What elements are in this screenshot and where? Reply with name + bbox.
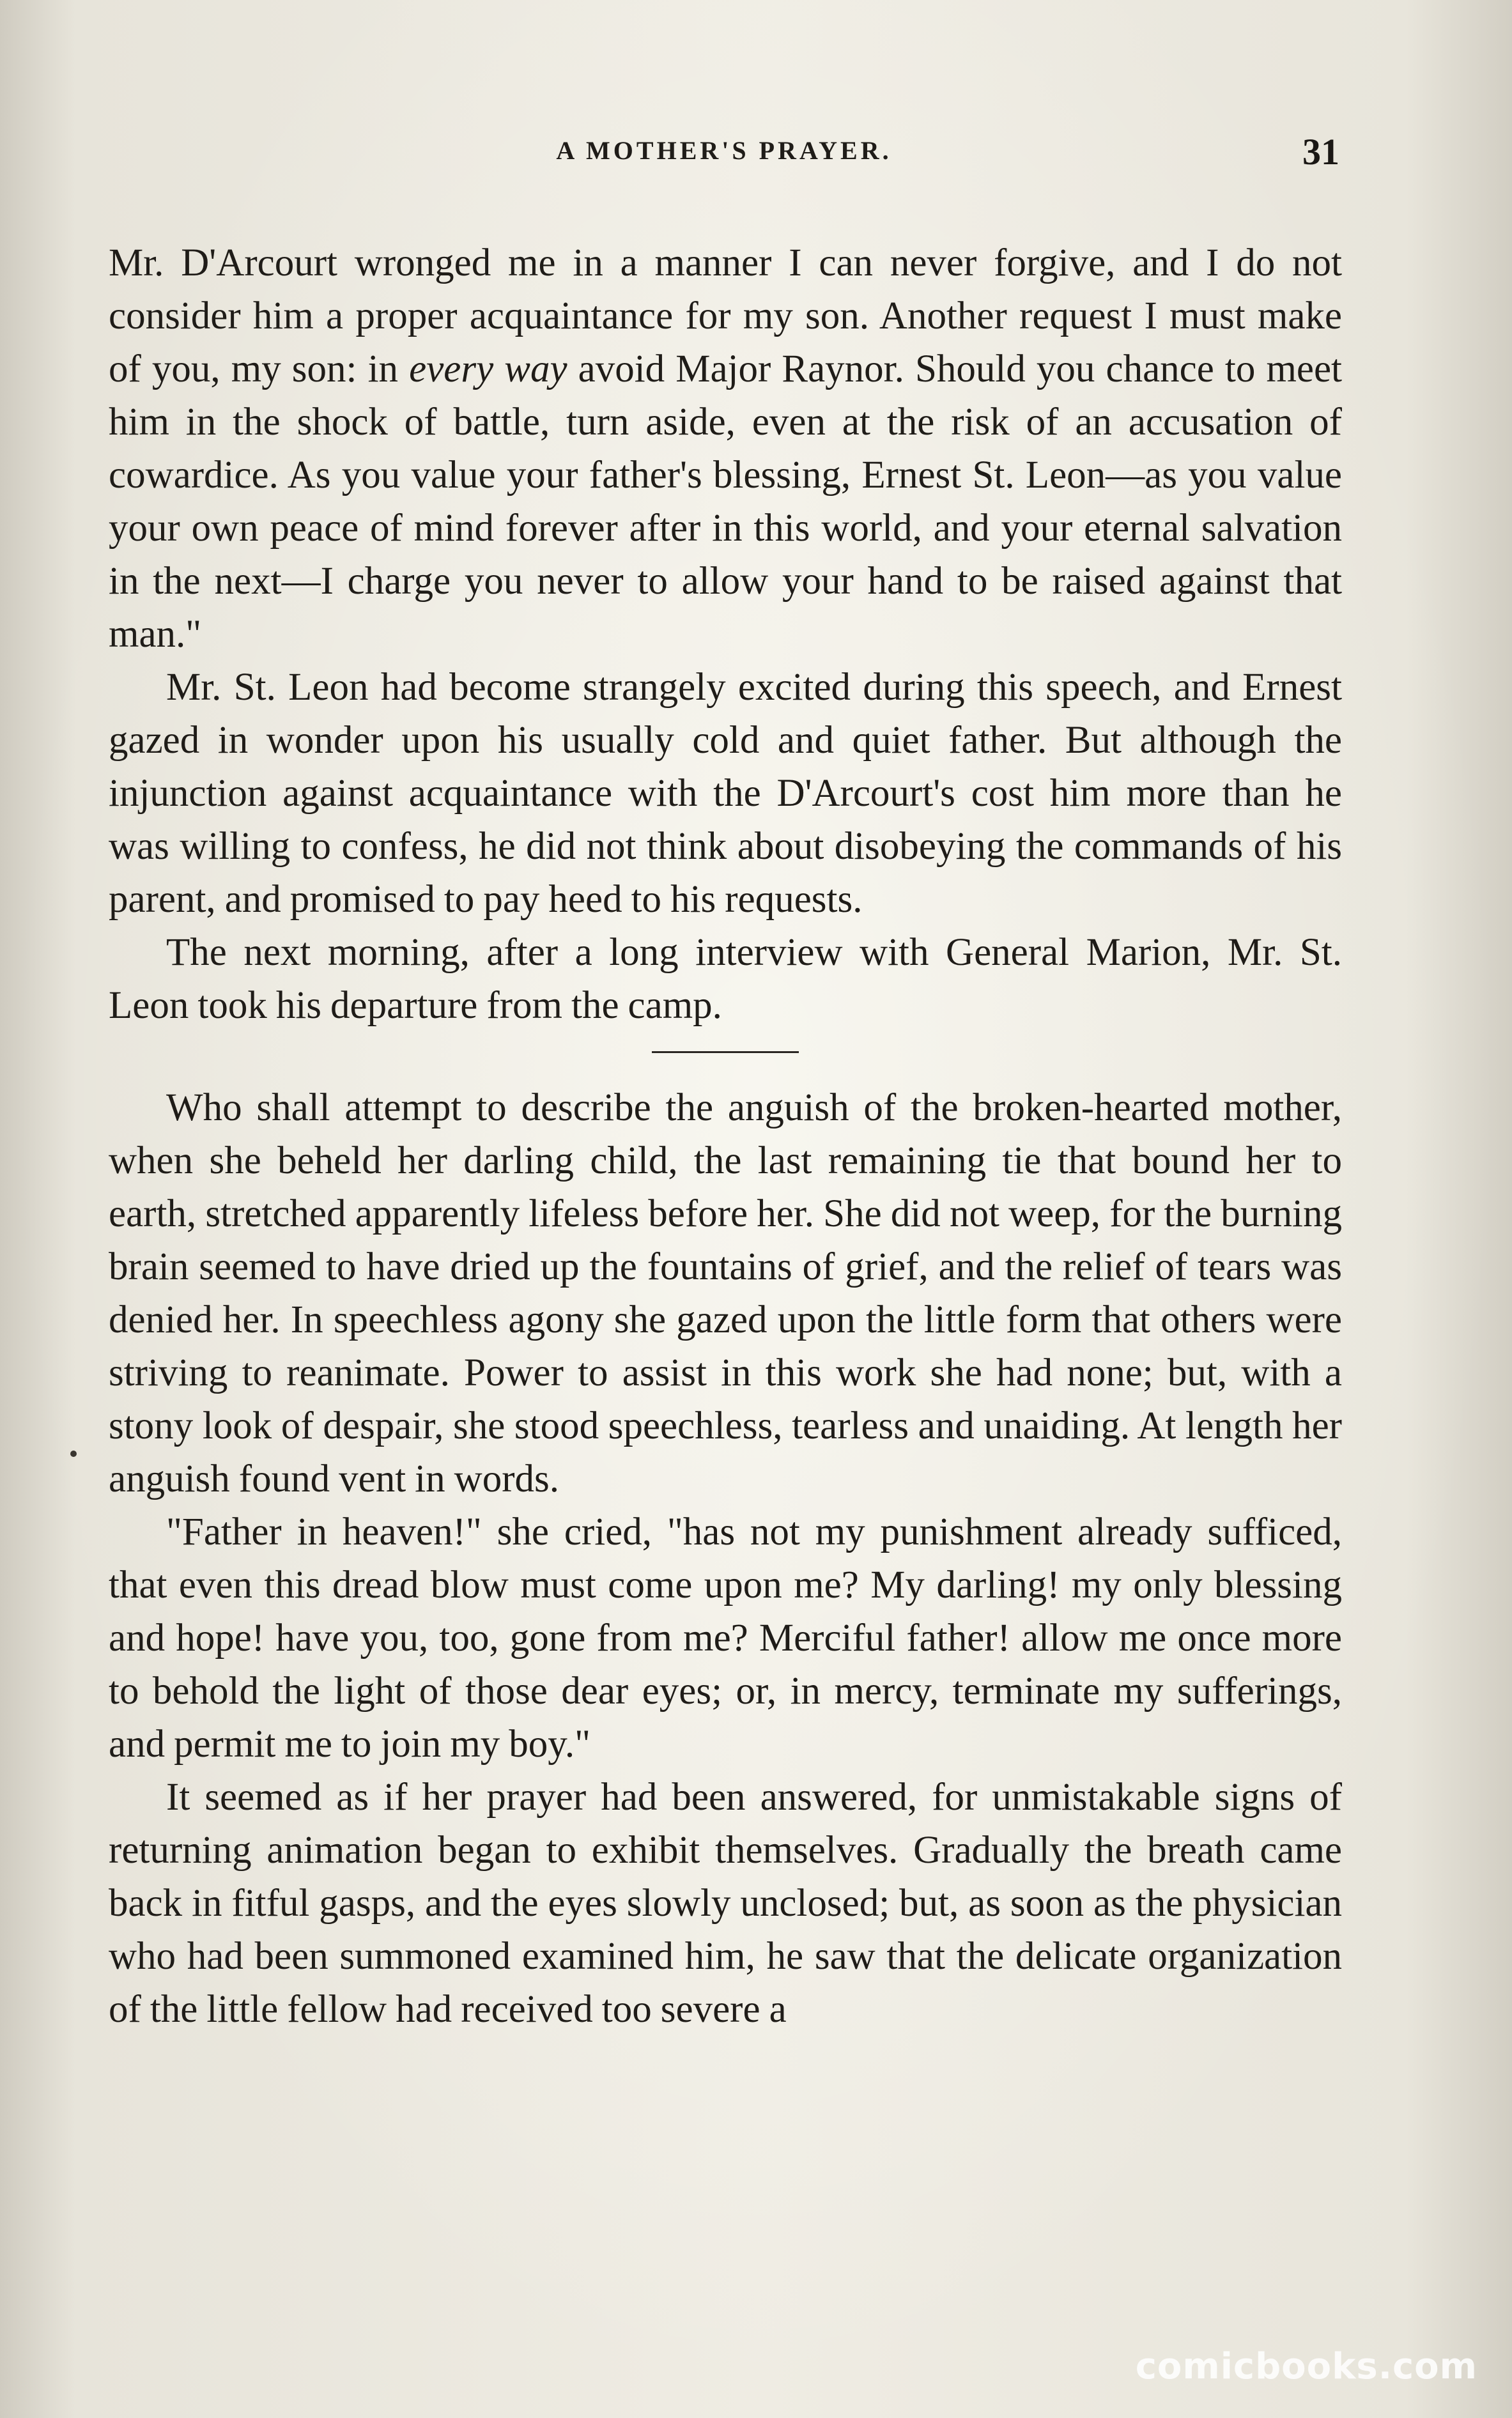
- watermark: comicbooks.com: [1135, 2346, 1477, 2387]
- body-text: [109, 236, 1342, 2036]
- page-number: 31: [1302, 131, 1339, 173]
- paragraph: [109, 1505, 1342, 1771]
- paragraph-text: Mr. St. Leon had become strangely excited during this speech, and Ernest gazed in wonder upon his usually cold and quiet father. But although the injunction against acquaintance with the D'Arcourt's cost him more than he was willing to confess, he did not think about disobeying the commands of his parent, and promised to pay heed to his requests.: [109, 666, 1342, 921]
- paragraph: [109, 1771, 1342, 2036]
- paragraph-text: Who shall attempt to describe the anguish of the broken-hearted mother, when she beheld her darling child, the last remaining tie that bound her to earth, stretched apparently lifeless before her. She did not weep, for the burning brain seemed to have dried up the fountains of grief, and the relief of tears was denied her. In speechless agony she gazed upon the little form that others were striving to reanimate. Power to assist in this work she had none; but, with a stony look of despair, she stood speechless, tearless and unaiding. At length her anguish found vent in words.: [109, 1086, 1342, 1500]
- ink-dot: [70, 1451, 77, 1457]
- section-divider: [652, 1051, 799, 1053]
- paragraph-text: The next morning, after a long interview with General Marion, Mr. St. Leon took his departure from the camp.: [109, 931, 1342, 1027]
- page-header: [109, 131, 1339, 180]
- emphasis-text: every way: [409, 348, 567, 390]
- paragraph-text: "Father in heaven!" she cried, "has not my punishment already sufficed, that even this dread blow must come upon me? My darling! my only blessing and hope! have you, too, gone from me? Merciful father! allow me once more to behold the light of those dear eyes; or, in mercy, terminate my sufferings, and permit me to join my boy.": [109, 1511, 1342, 1766]
- running-title: A MOTHER'S PRAYER.: [556, 136, 892, 165]
- paragraph-text: It seemed as if her prayer had been answered, for unmistakable signs of returning animation began to exhibit themselves. Gradually the breath came back in fitful gasps, and the eyes slowly unclosed; but, as soon as the physician who had been summoned examined him, he saw that the delicate organization of the little fellow had received too severe a: [109, 1776, 1342, 2031]
- paragraph: [109, 661, 1342, 926]
- paragraph: [109, 926, 1342, 1032]
- paragraph-text: Mr. D'Arcourt wronged me in a manner I can never forgive, and I do not consider him a proper acquaintance for my son. Another request I must make of you, my son: in: [109, 242, 1342, 390]
- paragraph: [109, 236, 1342, 661]
- paragraph-text: avoid Major Raynor. Should you chance to meet him in the shock of battle, turn aside, even at the risk of an accusation of cowardice. As you value your father's blessing, Ernest St. Leon—as you value your own peace of mind forever after in this world, and your eternal salvation in the next—I charge you never to allow your hand to be raised against that man.": [109, 348, 1343, 656]
- paragraph: [109, 1081, 1342, 1505]
